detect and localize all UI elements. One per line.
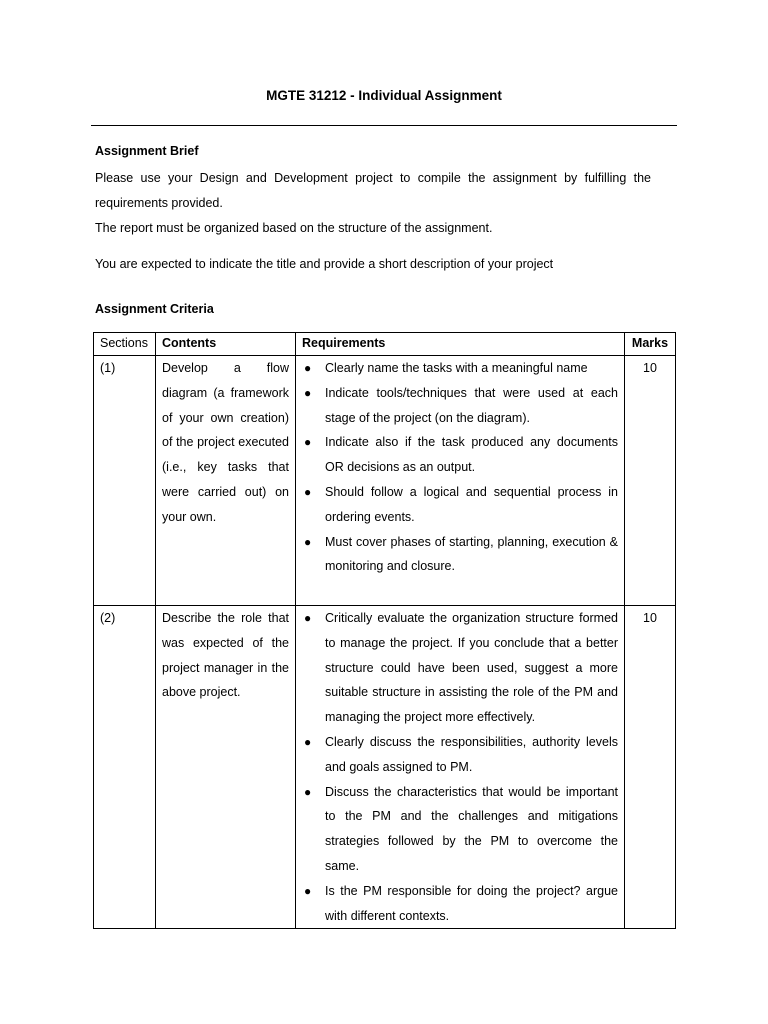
requirements-cell bbox=[296, 356, 625, 606]
list-item: ● Discuss the characteristics that would be important to the PM and the challenges and mitigations strategies followed by the PM to overcome the same. bbox=[302, 780, 618, 879]
contents-cell: Describe the role that was expected of the project manager in the above project. bbox=[156, 606, 296, 929]
list-item: ● Clearly discuss the responsibilities, authority levels and goals assigned to PM. bbox=[302, 730, 618, 780]
bullet-icon: ● bbox=[304, 611, 312, 625]
table-row bbox=[94, 356, 676, 606]
table-row bbox=[94, 606, 676, 929]
list-item: ● Indicate also if the task produced any documents OR decisions as an output. bbox=[302, 430, 618, 480]
bullet-icon: ● bbox=[304, 534, 312, 549]
list-item: ● Is the PM responsible for doing the project? argue with different contexts. bbox=[302, 879, 618, 929]
section-cell: (2) bbox=[94, 606, 156, 929]
bullet-icon: ● bbox=[304, 734, 312, 749]
section-cell: (1) bbox=[94, 356, 156, 606]
document-title: MGTE 31212 - Individual Assignment bbox=[266, 88, 502, 103]
brief-paragraph-2: The report must be organized based on the structure of the assignment. bbox=[95, 221, 493, 235]
bullet-icon: ● bbox=[304, 784, 312, 799]
bullet-icon: ● bbox=[304, 361, 312, 375]
bullet-icon: ● bbox=[304, 883, 312, 898]
contents-cell: Develop a flow diagram (a framework of your own creation) of the project executed (i.e., key tasks that were carried out) on your own. bbox=[156, 356, 296, 606]
table-header-row bbox=[94, 333, 676, 356]
list-item: ● Clearly name the tasks with a meaningful name bbox=[302, 356, 618, 381]
requirements-cell bbox=[296, 606, 625, 929]
list-item: ● Critically evaluate the organization structure formed to manage the project. If you conclude that a better structure could have been used, suggest a more suitable structure in assisting the role of the PM and managing the project more effectively. bbox=[302, 606, 618, 730]
assignment-criteria-heading: Assignment Criteria bbox=[95, 302, 214, 316]
requirements-list bbox=[302, 356, 618, 579]
header-sections: Sections bbox=[94, 333, 156, 356]
list-item: ● Should follow a logical and sequential process in ordering events. bbox=[302, 480, 618, 530]
bullet-icon: ● bbox=[304, 484, 312, 499]
header-contents: Contents bbox=[156, 333, 296, 356]
requirements-list bbox=[302, 606, 618, 928]
assignment-brief-heading: Assignment Brief bbox=[95, 144, 199, 158]
marks-cell: 10 bbox=[625, 356, 676, 606]
list-item: ● Indicate tools/techniques that were used at each stage of the project (on the diagram). bbox=[302, 381, 618, 431]
marks-cell: 10 bbox=[625, 606, 676, 929]
list-item: ● Must cover phases of starting, planning, execution & monitoring and closure. bbox=[302, 530, 618, 580]
criteria-table bbox=[93, 332, 676, 929]
header-marks: Marks bbox=[625, 333, 676, 356]
brief-paragraph-3: You are expected to indicate the title and provide a short description of your project bbox=[95, 257, 554, 271]
brief-paragraph-1: Please use your Design and Development project to compile the assignment by fulfilling the requirements provided. bbox=[95, 171, 651, 210]
bullet-icon: ● bbox=[304, 435, 312, 450]
header-requirements: Requirements bbox=[296, 333, 625, 356]
title-divider bbox=[91, 125, 677, 126]
bullet-icon: ● bbox=[304, 385, 312, 400]
